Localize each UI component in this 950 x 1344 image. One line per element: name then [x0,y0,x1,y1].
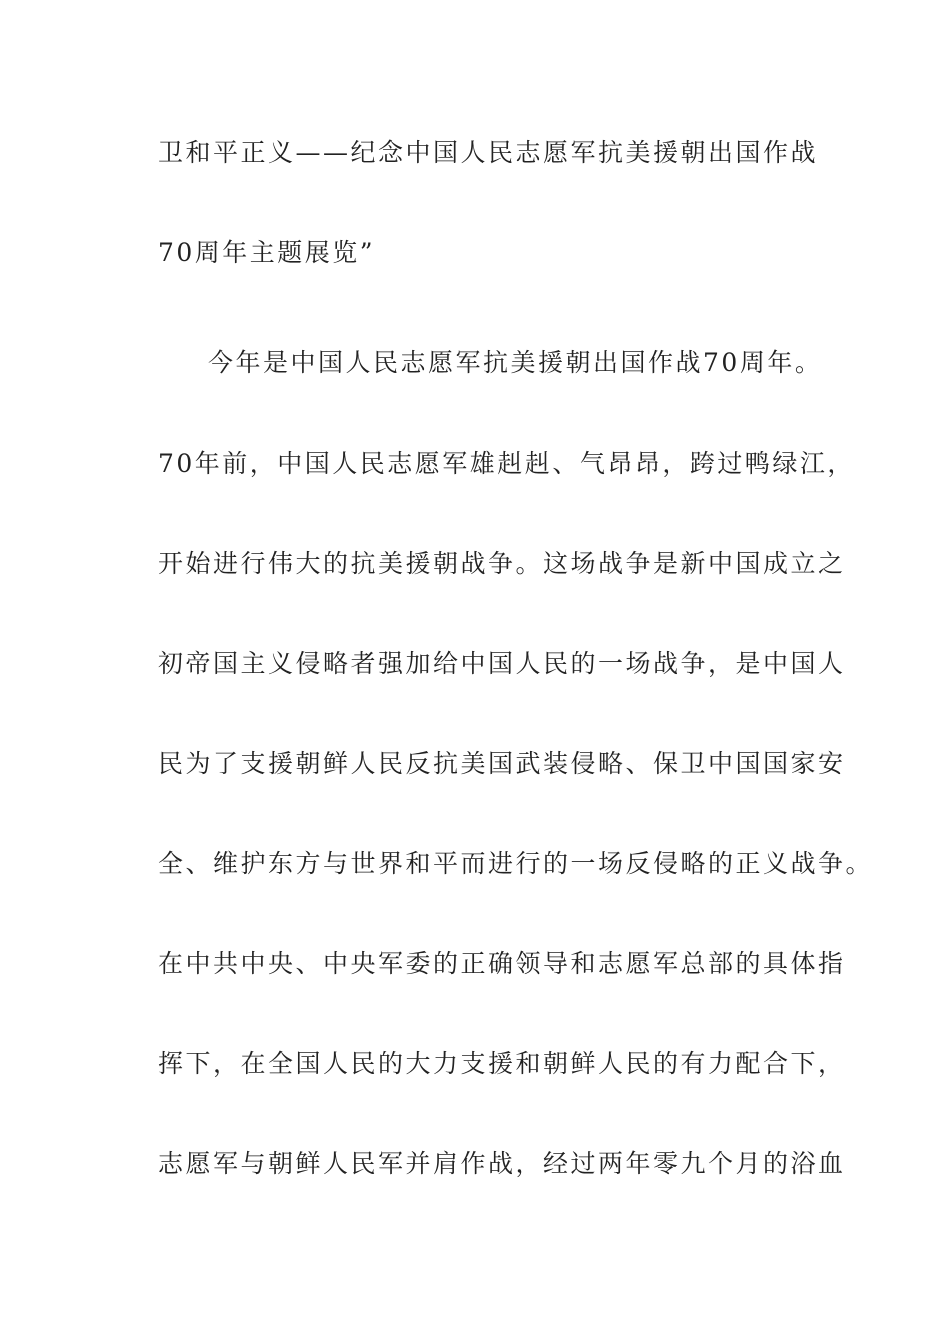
text-line-11: 志愿军与朝鲜人民军并肩作战，经过两年零九个月的浴血 [158,1149,846,1178]
text-line-7: 民为了支援朝鲜人民反抗美国武装侵略、保卫中国国家安 [158,749,846,778]
text-line-10: 挥下，在全国人民的大力支援和朝鲜人民的有力配合下， [158,1049,846,1078]
text-line-8: 全、维护东方与世界和平而进行的一场反侵略的正义战争。 [158,849,874,878]
text-line-2: 70周年主题展览” [158,238,376,267]
text-line-9: 在中共中央、中央军委的正确领导和志愿军总部的具体指 [158,949,846,978]
text-line-6: 初帝国主义侵略者强加给中国人民的一场战争，是中国人 [158,649,846,678]
text-line-4: 70年前，中国人民志愿军雄赳赳、气昂昂，跨过鸭绿江， [158,449,855,478]
paragraph-first-line: 今年是中国人民志愿军抗美援朝出国作战70周年。 [208,348,823,377]
text-line-5: 开始进行伟大的抗美援朝战争。这场战争是新中国成立之 [158,549,846,578]
text-line-1: 卫和平正义——纪念中国人民志愿军抗美援朝出国作战 [158,138,819,167]
